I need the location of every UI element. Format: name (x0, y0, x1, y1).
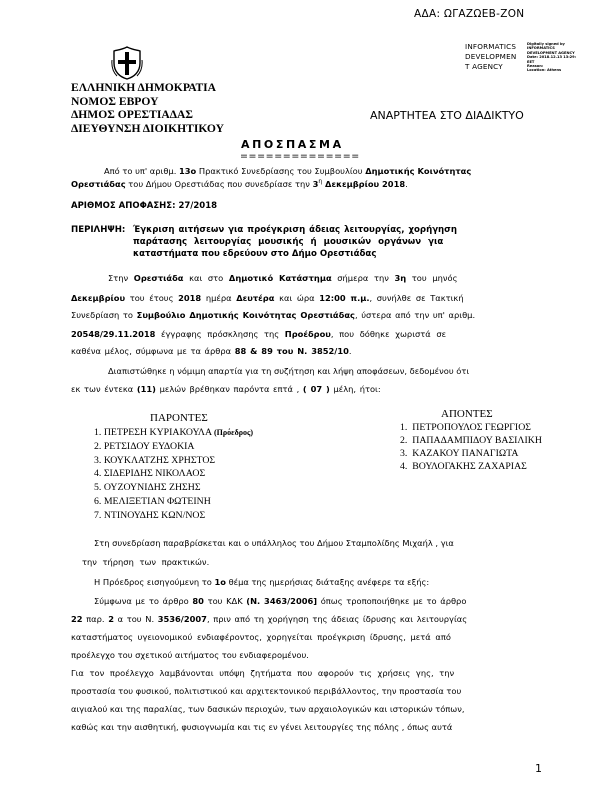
body-line: καθένα μέλος, σύμφωνα με τα άρθρα 88 & 89 του Ν. 3852/10. (71, 346, 352, 356)
ada-code: ΑΔΑ: ΩΓΑΖΩΕΒ-ΖΟΝ (414, 8, 525, 20)
intro-line-2: Ορεστιάδας του Δήμου Ορεστιάδας που συνεδρίασε την $3^\eta$ Δεκεμβρίου 2018. (71, 178, 408, 189)
body-line: καθώς και την αισθητική, φυσιογνωμία και τις εν γένει λειτουργίες της πόλης , όπως αυτά (71, 722, 453, 732)
signature-line: Date: 2018.12.13 13:29: (527, 55, 577, 60)
present-member: 1. ΠΕΤΡΕΣΗ ΚΥΡΙΑΚΟΥΛΑ (Πρόεδρος) (94, 427, 254, 438)
present-member: 6. ΜΕΛΙΞΕΤΙΑΝ ΦΩΤΕΙΝΗ (94, 495, 211, 507)
digital-signature-stamp (527, 42, 576, 73)
present-member: 2. ΡΕΤΣΙΔΟΥ ΕΥΔΟΚΙΑ (94, 440, 195, 452)
body-line: Διαπιστώθηκε η νόμιμη απαρτία για τη συζήτηση και λήψη αποφάσεων, δεδομένου ότι (108, 366, 470, 376)
summary-label: ΠΕΡΙΛΗΨΗ: (71, 225, 126, 235)
body-line: 22 παρ. 2 α του Ν. 3536/2007, πριν από τη χορήγηση της άδειας ίδρυσης και λειτουργίας (71, 614, 468, 624)
document-title: ΑΠΟΣΠΑΣΜΑ (241, 138, 344, 151)
page-number: 1 (535, 762, 542, 775)
logo-line: DEVELOPMEN (465, 52, 517, 61)
informatics-agency-logo (465, 42, 516, 72)
summary-line: παράτασης λειτουργίας μουσικής ή μουσικών οργάνων για (133, 237, 444, 247)
present-list (94, 426, 253, 523)
header-line: ΔΗΜΟΣ ΟΡΕΣΤΙΑΔΑΣ (71, 108, 193, 122)
absent-member: 4. ΒΟΥΛΟΓΑΚΗΣ ΖΑΧΑΡΙΑΣ (400, 461, 527, 472)
decision-number: ΑΡΙΘΜΟΣ ΑΠΟΦΑΣΗΣ: 27/2018 (71, 201, 218, 211)
body-line: την τήρηση των πρακτικών. (82, 557, 210, 567)
body-line: 20548/29.11.2018 έγγραφης πρόσκλησης της Προέδρου, που δόθηκε χωριστά σε (71, 329, 447, 339)
signature-line: Digitally signed by (527, 42, 565, 46)
signature-line: Location: Athens (527, 68, 562, 73)
present-member: 5. ΟΥΖΟΥΝΙΔΗΣ ΖΗΣΗΣ (94, 482, 201, 494)
header-line: ΔΙΕΥΘΥΝΣΗ ΔΙΟΙΚΗΤΙΚΟΥ (71, 121, 224, 135)
body-line: Στην Ορεστιάδα και στο Δημοτικό Κατάστημα σήμερα την 3η του μηνός (108, 273, 458, 283)
body-line: προστασία του φυσικού, πολιτιστικού και αρχιτεκτονικού περιβάλλοντος, την προστασία του (71, 686, 462, 696)
body-line: αιγιαλού και της παραλίας, των δασικών περιοχών, των αρχαιολογικών και ιστορικών τόπων, (71, 704, 465, 714)
absent-member: 2. ΠΑΠΑΔΑΜΠΙΔΟΥ ΒΑΣΙΛΙΚΗ (400, 435, 542, 446)
body-line: Η Πρόεδρος εισηγούμενη το 1ο θέμα της ημερήσιας διάταξης ανέφερε τα εξής: (94, 577, 430, 587)
signature-line: DEVELOPMENT AGENCY (527, 50, 575, 55)
body-line: Σύμφωνα με το άρθρο 80 του ΚΔΚ (Ν. 3463/2006] όπως τροποποιήθηκε με το άρθρο (94, 596, 467, 606)
logo-line: INFORMATICS (465, 42, 517, 51)
body-line: Για τον προέλεγχο λαμβάνονται υπόψη ζητήματα που αφορούν τις χρήσεις γης, την (71, 668, 455, 678)
signature-line: INFORMATICS (527, 46, 555, 51)
signature-line: EET (527, 59, 535, 64)
body-line: Δεκεμβρίου του έτους 2018 ημέρα Δευτέρα και ώρα 12:00 π.μ., συνήλθε σε Τακτική (71, 293, 464, 303)
logo-line: T AGENCY (465, 62, 503, 71)
present-member: 3. ΚΟΥΚΛΑΤΖΗΣ ΧΡΗΣΤΟΣ (94, 454, 216, 466)
body-line: Συνεδρίαση το Συμβούλιο Δημοτικής Κοινότητας Ορεστιάδας, ύστερα από την υπ' αριθμ. (71, 310, 476, 320)
body-line: προέλεγχο του σχετικού αιτήματος του ενδιαφερομένου. (71, 650, 309, 660)
present-member: 7. ΝΤΙΝΟΥΔΗΣ ΚΩΝ/ΝΟΣ (94, 509, 206, 521)
present-title: ΠΑΡΟΝΤΕΣ (150, 412, 208, 424)
header-line: ΝΟΜΟΣ ΕΒΡΟΥ (71, 94, 159, 108)
intro-line-1: Από το υπ' αριθμ. 13ο Πρακτικό Συνεδρίασης του Συμβουλίου Δημοτικής Κοινότητας (104, 166, 472, 176)
summary-line: καταστήματα που εδρεύουν στο Δήμο Ορεστιάδας (133, 249, 377, 259)
body-line: Στη συνεδρίαση παραβρίσκεται και ο υπάλληλος του Δήμου Σταμπολίδης Μιχαήλ , για (94, 538, 454, 548)
present-member: 4. ΣΙΔΕΡΙΔΗΣ ΝΙΚΟΛΑΟΣ (94, 468, 206, 480)
body-line: εκ των έντεκα (11) μελών βρέθηκαν παρόντα επτά , ( 07 ) μέλη, ήτοι: (71, 384, 381, 394)
absent-title: ΑΠΟΝΤΕΣ (441, 408, 493, 420)
issuing-authority-header (71, 81, 224, 135)
body-line: καταστήματος υγειονομικού ενδιαφέροντος, χορηγείται προέγκριση ίδρυσης, μετά από (71, 632, 451, 642)
absent-list (400, 421, 542, 473)
signature-line: Reason: (527, 64, 544, 69)
summary-line: Έγκριση αιτήσεων για προέγκριση άδειας λειτουργίας, χορήγηση (133, 225, 457, 235)
title-rule: ============== (240, 151, 360, 162)
absent-member: 1. ΠΕΤΡΟΠΟΥΛΟΣ ΓΕΩΡΓΙΟΣ (400, 422, 531, 433)
header-line: ΕΛΛΗΝΙΚΗ ΔΗΜΟΚΡΑΤΙΑ (71, 81, 217, 94)
publish-notice: ΑΝΑΡΤΗΤΕΑ ΣΤΟ ΔΙΑΔΙΚΤΥΟ (370, 109, 524, 122)
absent-member: 3. ΚΑΖΑΚΟΥ ΠΑΝΑΓΙΩΤΑ (400, 448, 519, 459)
hellenic-emblem-icon (111, 46, 143, 80)
